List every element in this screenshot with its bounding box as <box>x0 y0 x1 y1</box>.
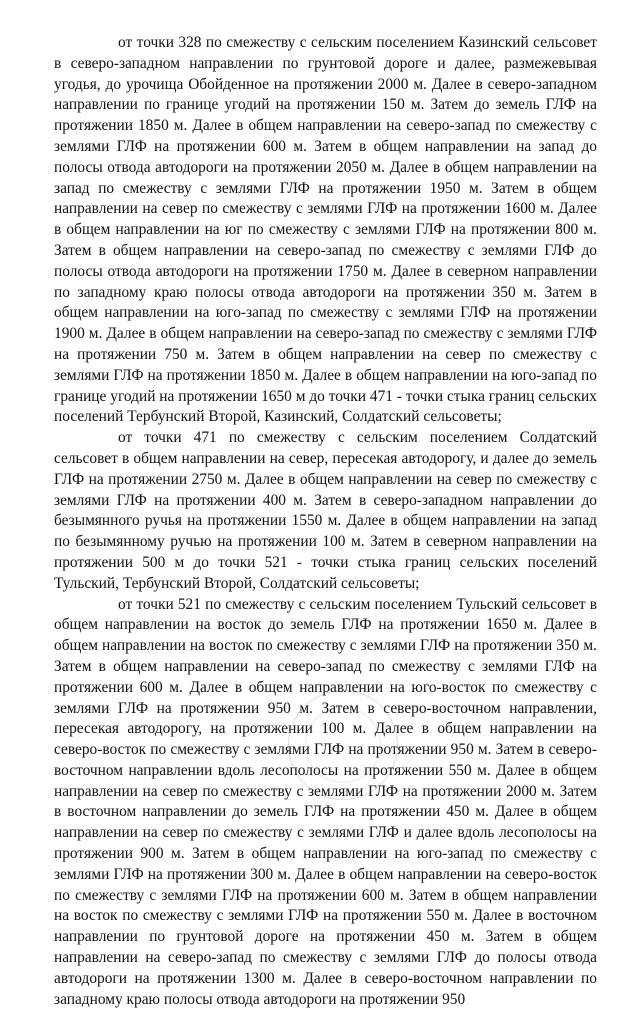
paragraph-point-521: от точки 521 по смежеству с сельским поселением Тульский сельсовет в общем направлении на восток до земель ГЛФ на протяжении 1650 м. Далее в общем направлении на восток по смежеству с землями ГЛФ на протяжении 350 м. Затем в общем направлении на северо-запад по смежеству с землями ГЛФ на протяжении 600 м. Далее в общем направлении на юго-восток по смежеству с землями ГЛФ на протяжении 950 м. Затем в северо-восточном направлении, пересекая автодорогу, на протяжении 100 м. Далее в общем направлении на северо-восток по смежеству с землями ГЛФ на протяжении 950 м. Затем в северо-восточном направлении вдоль лесополосы на протяжении 550 м. Далее в общем направлении на север по смежеству с землями ГЛФ на протяжении 2000 м. Затем в восточном направлении до земель ГЛФ на протяжении 450 м. Далее в общем направлении на север по смежеству с землями ГЛФ и далее вдоль лесополосы на протяжении 900 м. Затем в общем направлении на юго-запад по смежеству с землями ГЛФ на протяжении 300 м. Далее в общем направлении на северо-восток по смежеству с землями ГЛФ на протяжении 600 м. Затем в общем направлении на восток по смежеству с землями ГЛФ на протяжении 550 м. Далее в восточном направлении по грунтовой дороге на протяжении 450 м. Затем в общем направлении на северо-запад по смежеству с землями ГЛФ до полосы отвода автодороги на протяжении 1300 м. Далее в северо-восточном направлении по западному краю полосы отвода автодороги на протяжении 950 <box>54 595 597 1008</box>
paragraph-point-328: от точки 328 по смежеству с сельским поселением Казинский сельсовет в северо-западном направлении по грунтовой дороге и далее, размежевывая угодья, до урочища Обойденное на протяжении 2000 м. Далее в северо-западном направлении по границе угодий на протяжении 150 м. Затем до земель ГЛФ на протяжении 1850 м. Далее в общем направлении на северо-запад по смежеству с землями ГЛФ на протяжении 600 м. Затем в общем направлении на запад до полосы отвода автодороги на протяжении 2050 м. Далее в общем направлении на запад по смежеству с землями ГЛФ на протяжении 1950 м. Затем в общем направлении на север по смежеству с землями ГЛФ на протяжении 1600 м. Далее в общем направлении на юг по смежеству с землями ГЛФ на протяжении 800 м. Затем в общем направлении на северо-запад по смежеству с землями ГЛФ до полосы отвода автодороги на протяжении 1750 м. Далее в северном направлении по западному краю полосы отвода автодороги на протяжении 350 м. Затем в общем направлении на юго-запад по смежеству с землями ГЛФ на протяжении 1900 м. Далее в общем направлении на северо-запад по смежеству с землями ГЛФ на протяжении 750 м. Затем в общем направлении на север по смежеству с землями ГЛФ на протяжении 1850 м. Далее в общем направлении на юго-запад по границе угодий на протяжении 1650 м до точки 471 - точки стыка границ сельских поселений Тербунский Второй, Казинский, Солдатский сельсоветы; <box>54 34 597 426</box>
document-page <box>54 33 597 1010</box>
paragraph-point-471: от точки 471 по смежеству с сельским поселением Солдатский сельсовет в общем направлении на север, пересекая автодорогу, и далее до земель ГЛФ на протяжении 2750 м. Далее в общем направлении на север по смежеству с землями ГЛФ на протяжении 400 м. Затем в северо-западном направлении до безымянного ручья на протяжении 1550 м. Далее в общем направлении на запад по безымянному ручью на протяжении 100 м. Затем в северном направлении на протяжении 500 м до точки 521 - точки стыка границ сельских поселений Тульский, Тербунский Второй, Солдатский сельсоветы; <box>54 429 597 592</box>
